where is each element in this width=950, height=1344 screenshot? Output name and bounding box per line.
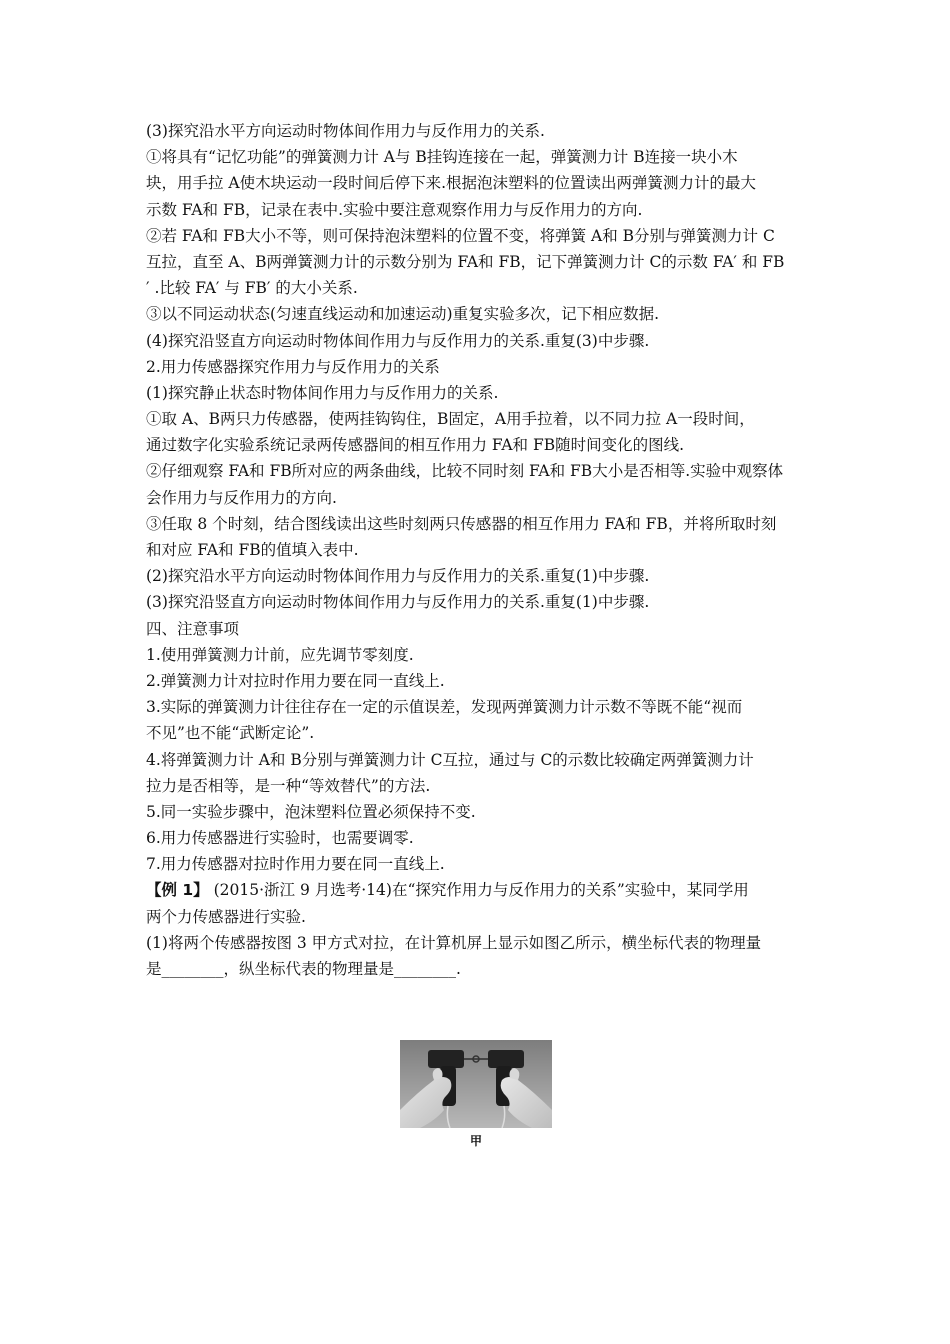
text-line: 4.将弹簧测力计 A和 B分别与弹簧测力计 C互拉，通过与 C的示数比较确定两弹簧测力计	[146, 750, 754, 769]
example-line	[146, 877, 810, 903]
example-line: (1)将两个传感器按图 3 甲方式对拉，在计算机屏上显示如图乙所示，横坐标代表的物理量	[146, 933, 762, 952]
text-line: 1.使用弹簧测力计前，应先调节零刻度.	[146, 645, 414, 664]
example-line: 是________，纵坐标代表的物理量是________.	[146, 960, 461, 978]
text-line: (4)探究沿竖直方向运动时物体间作用力与反作用力的关系.重复(3)中步骤.	[146, 331, 650, 350]
section-heading: 2.用力传感器探究作用力与反作用力的关系	[146, 357, 440, 376]
text-line: 6.用力传感器进行实验时，也需要调零.	[146, 829, 414, 848]
text-line: ②若 FA和 FB大小不等，则可保持泡沫塑料的位置不变，将弹簧 A和 B分别与弹簧测力计 C	[146, 226, 775, 245]
text-line: ②仔细观察 FA和 FB所对应的两条曲线，比较不同时刻 FA和 FB大小是否相等.实验中观察体	[146, 462, 784, 481]
section-heading: 四、注意事项	[146, 619, 240, 638]
text-line: 会作用力与反作用力的方向.	[146, 488, 337, 507]
text-line: ′ .比较 FA′ 与 FB′ 的大小关系.	[146, 279, 358, 298]
text-line: 不见”也不能“武断定论”.	[146, 724, 315, 743]
text-line: (3)探究沿水平方向运动时物体间作用力与反作用力的关系.	[146, 122, 545, 140]
text-line: 3.实际的弹簧测力计往往存在一定的示值误差，发现两弹簧测力计示数不等既不能“视而	[146, 698, 743, 717]
text-line: 通过数字化实验系统记录两传感器间的相互作用力 FA和 FB随时间变化的图线.	[146, 436, 685, 455]
text-line: (2)探究沿水平方向运动时物体间作用力与反作用力的关系.重复(1)中步骤.	[146, 567, 650, 586]
text-line: (1)探究静止状态时物体间作用力与反作用力的关系.	[146, 383, 499, 402]
text-line: 块，用手拉 A使木块运动一段时间后停下来.根据泡沫塑料的位置读出两弹簧测力计的最大	[146, 174, 757, 193]
text-line: ③以不同运动状态(匀速直线运动和加速运动)重复实验多次，记下相应数据.	[146, 305, 660, 324]
text-line: ③任取 8 个时刻，结合图线读出这些时刻两只传感器的相互作用力 FA和 FB，并将所取时刻	[146, 514, 777, 533]
figure-caption: 甲	[469, 1134, 482, 1148]
text-line: ①将具有“记忆功能”的弹簧测力计 A与 B挂钩连接在一起，弹簧测力计 B连接一块小木	[146, 148, 738, 167]
text-line: 和对应 FA和 FB的值填入表中.	[146, 541, 359, 559]
text-line: 示数 FA和 FB，记录在表中.实验中要注意观察作用力与反作用力的方向.	[146, 200, 643, 219]
text-line: 5.同一实验步骤中，泡沫塑料位置必须保持不变.	[146, 802, 476, 821]
document-body	[146, 118, 810, 982]
photo-hands-pulling-sensors	[400, 1040, 552, 1128]
example-text: (2015·浙江 9 月选考·14)在“探究作用力与反作用力的关系”实验中，某同学用	[208, 881, 749, 900]
hands-sensors-illustration	[400, 1040, 552, 1128]
example-line: 两个力传感器进行实验.	[146, 907, 306, 926]
text-line: 7.用力传感器对拉时作用力要在同一直线上.	[146, 855, 445, 874]
text-line: 互拉，直至 A、B两弹簧测力计的示数分别为 FA和 FB，记下弹簧测力计 C的示数 FA′ 和 FB	[146, 252, 785, 271]
text-line: ①取 A、B两只力传感器，使两挂钩钩住，B固定，A用手拉着，以不同力拉 A一段时间，	[146, 410, 755, 429]
text-line: 拉力是否相等，是一种“等效替代”的方法.	[146, 776, 431, 795]
text-line: 2.弹簧测力计对拉时作用力要在同一直线上.	[146, 671, 445, 690]
text-line: (3)探究沿竖直方向运动时物体间作用力与反作用力的关系.重复(1)中步骤.	[146, 593, 650, 612]
example-tag: 【例 1】	[146, 881, 209, 900]
